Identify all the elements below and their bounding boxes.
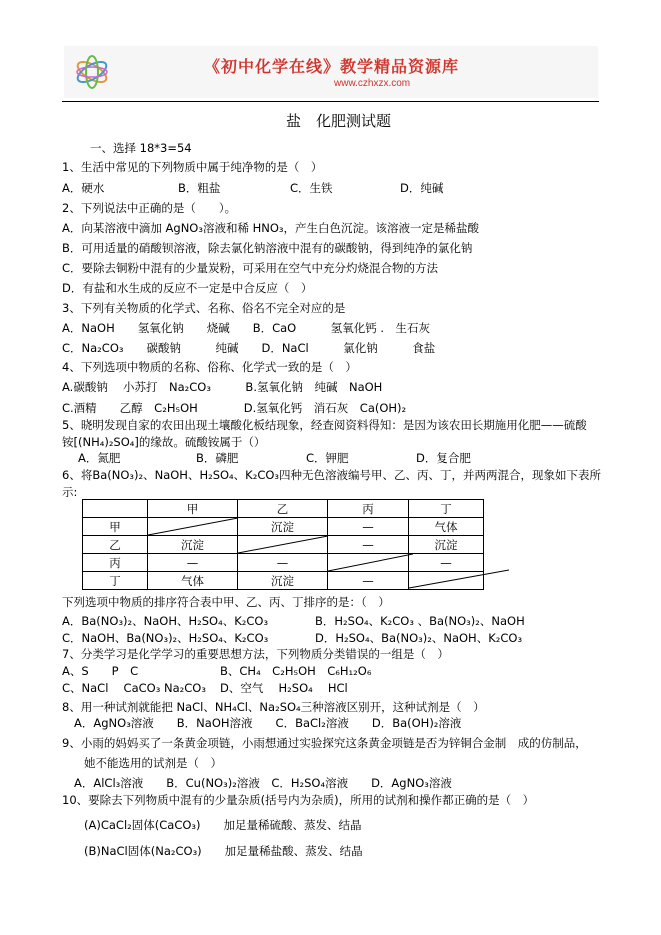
- q5-option-c: C．钾肥: [306, 451, 349, 465]
- header-banner: [64, 46, 598, 98]
- q4-options-ab: A.碳酸钠 小苏打 Na₂CO₃ B.氢氧化钠 纯碱 NaOH: [62, 380, 383, 394]
- table-cell: 乙: [83, 536, 148, 554]
- header-divider: [62, 101, 599, 102]
- q4-options-cd: C.酒精 乙醇 C₂H₅OH D.氢氧化钙 消石灰 Ca(OH)₂: [62, 401, 407, 415]
- page-title: 盐 化肥测试题: [286, 112, 392, 130]
- q8-stem: 8、用一种试剂就能把 NaCl、NH₄Cl、Na₂SO₄三种溶液区别开，这种试剂是（ ）: [62, 700, 485, 714]
- table-cell-diagonal: [148, 518, 238, 536]
- q10-stem: 10、要除去下列物质中混有的少量杂质(括号内为杂质)，所用的试剂和操作都正确的是（ ）: [62, 793, 535, 807]
- q5-option-a: A．氮肥: [78, 451, 121, 465]
- q1-option-c: C．生铁: [290, 181, 333, 195]
- table-cell: —: [328, 518, 409, 536]
- q9-options: A．AlCl₃溶液 B．Cu(NO₃)₂溶液 C．H₂SO₄溶液 D．AgNO₃溶液: [74, 776, 452, 790]
- table-header: 乙: [238, 500, 328, 518]
- q3-options-cd: C．Na₂CO₃ 碳酸钠 纯碱 D．NaCl 氯化钠 食盐: [62, 341, 436, 355]
- table-cell: —: [238, 554, 328, 572]
- table-header: 丁: [409, 500, 484, 518]
- banner-url: www.czhxzx.com: [334, 78, 411, 89]
- table-row: [83, 536, 484, 554]
- q9-stem-line2: 她不能选用的试剂是（ ）: [84, 756, 222, 770]
- banner-title: 《初中化学在线》教学精品资源库: [204, 57, 460, 76]
- q6-option-d: D．H₂SO₄、Ba(NO₃)₂、NaOH、K₂CO₃: [315, 631, 523, 645]
- q6-option-b: B．H₂SO₄、K₂CO₃ 、Ba(NO₃)₂、NaOH: [315, 614, 525, 628]
- q1-option-b: B．粗盐: [178, 181, 221, 195]
- table-row: [83, 554, 484, 572]
- q2-option-b: B．可用适量的硝酸钡溶液，除去氯化钠溶液中混有的碳酸钠，得到纯净的氯化钠: [62, 241, 473, 255]
- table-row: [83, 518, 484, 536]
- q10-option-b: (B)NaCl固体(Na₂CO₃) 加足量稀盐酸、蒸发、结晶: [84, 844, 363, 858]
- q3-options-ab: A．NaOH 氢氧化钠 烧碱 B．CaO 氢氧化钙 . 生石灰: [62, 321, 431, 335]
- q2-stem: 2、下列说法中正确的是（ ）。: [62, 201, 237, 215]
- table-cell: 丁: [83, 572, 148, 590]
- q8-options: A．AgNO₃溶液 B．NaOH溶液 C．BaCl₂溶液 D．Ba(OH)₂溶液: [74, 716, 462, 730]
- q1-option-a: A．硬水: [62, 181, 105, 195]
- q6-sub-question: 下列选项中物质的排序符合表中甲、乙、丙、丁排序的是：（ ）: [62, 595, 390, 609]
- q1-stem: 1、生活中常见的下列物质中属于纯净物的是（ ）: [62, 160, 323, 174]
- q3-stem: 3、下列有关物质的化学式、名称、俗名不完全对应的是: [62, 301, 346, 315]
- q1-option-d: D．纯碱: [400, 181, 444, 195]
- q7-option-c: C、NaCl CaCO₃ Na₂CO₃: [62, 681, 206, 695]
- table-cell: 气体: [148, 572, 238, 590]
- table-cell: —: [409, 554, 484, 572]
- q10-option-a: (A)CaCl₂固体(CaCO₃) 加足量稀硫酸、蒸发、结晶: [84, 818, 362, 832]
- table-cell: 沉淀: [409, 536, 484, 554]
- section-heading: 一、选择 18*3=54: [90, 141, 192, 155]
- table-header: [83, 500, 148, 518]
- q2-option-d: D．有盐和水生成的反应不一定是中合反应（ ）: [62, 281, 313, 295]
- q5-stem-line1: 5、晓明发现自家的农田出现土壤酸化板结现象，经查阅资料得知：是因为该农田长期施用化肥——硫酸: [62, 418, 587, 432]
- q7-option-b: B、CH₄ C₂H₅OH C₆H₁₂O₆: [220, 664, 372, 678]
- table-cell: —: [328, 536, 409, 554]
- table-cell: 沉淀: [238, 518, 328, 536]
- q7-option-a: A、S P C: [62, 664, 139, 678]
- q6-option-c: C．NaOH、Ba(NO₃)₂、H₂SO₄、K₂CO₃: [62, 631, 269, 645]
- q6-option-a: A．Ba(NO₃)₂、NaOH、H₂SO₄、K₂CO₃: [62, 614, 269, 628]
- q9-stem-line1: 9、小雨的妈妈买了一条黄金项链，小雨想通过实验探究这条黄金项链是否为锌铜合金制 成的仿制品，: [62, 736, 587, 750]
- q5-option-d: D．复合肥: [416, 451, 471, 465]
- table-cell: 沉淀: [148, 536, 238, 554]
- q6-reaction-table: [82, 499, 484, 590]
- table-cell: —: [148, 554, 238, 572]
- q6-stem-line1: 6、将Ba(NO₃)₂、NaOH、H₂SO₄、K₂CO₃四种无色溶液编号甲、乙、丙、丁，并两两混合，现象如下表所: [62, 468, 602, 482]
- table-cell-diagonal: [409, 572, 484, 590]
- table-cell-diagonal: [238, 536, 328, 554]
- table-cell-diagonal: [328, 554, 409, 572]
- table-cell: 甲: [83, 518, 148, 536]
- table-row: [83, 572, 484, 590]
- q7-stem: 7、分类学习是化学学习的重要思想方法，下列物质分类错误的一组是（ ）: [62, 647, 449, 661]
- q5-option-b: B．磷肥: [196, 451, 239, 465]
- q2-option-c: C．要除去铜粉中混有的少量炭粉，可采用在空气中充分灼烧混合物的方法: [62, 261, 439, 275]
- logo-icon: [72, 52, 112, 92]
- table-cell: 气体: [409, 518, 484, 536]
- table-cell: 丙: [83, 554, 148, 572]
- q2-option-a: A．向某溶液中滴加 AgNO₃溶液和稀 HNO₃，产生白色沉淀。该溶液一定是稀盐酸: [62, 221, 480, 235]
- table-cell: 沉淀: [238, 572, 328, 590]
- q7-option-d: D、空气 H₂SO₄ HCl: [220, 681, 348, 695]
- table-header: 甲: [148, 500, 238, 518]
- table-cell: —: [328, 572, 409, 590]
- table-header-row: [83, 500, 484, 518]
- table-header: 丙: [328, 500, 409, 518]
- q6-stem-line2: 示:: [62, 485, 78, 499]
- q5-stem-line2: 铵[(NH₄)₂SO₄]的缘故。硫酸铵属于（）: [62, 435, 266, 449]
- q4-stem: 4、下列选项中物质的名称、俗称、化学式一致的是（ ）: [62, 360, 357, 374]
